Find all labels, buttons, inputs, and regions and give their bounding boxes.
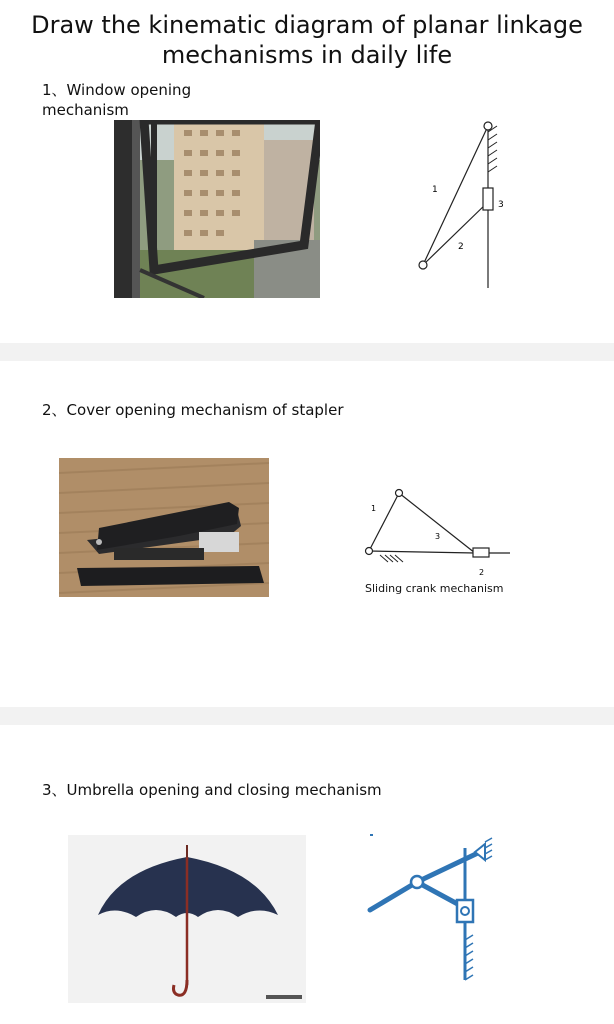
link-number-2: 2 [479,568,485,575]
umbrella-photo [68,835,306,1003]
umbrella-kinematic-diagram [365,830,505,990]
page-title: Draw the kinematic diagram of planar linkage mechanisms in daily life [31,11,583,69]
section-divider-2 [0,707,614,725]
window-kinematic-diagram [410,118,520,293]
window-photo [114,120,320,298]
section-3-heading: 3、Umbrella opening and closing mechanism [42,781,382,799]
section-divider-1 [0,343,614,361]
stapler-photo [59,458,269,597]
link-number-3: 3 [498,200,504,210]
diagram-caption: Sliding crank mechanism [365,582,504,595]
link-number-3: 3 [435,532,441,541]
stapler-kinematic-diagram [355,485,515,575]
link-number-1: 1 [371,504,377,513]
section-1-heading: 1、Window opening mechanism [42,81,192,119]
section-2-heading: 2、Cover opening mechanism of stapler [42,401,344,419]
link-number-1: 1 [432,185,438,195]
link-number-2: 2 [458,242,464,252]
